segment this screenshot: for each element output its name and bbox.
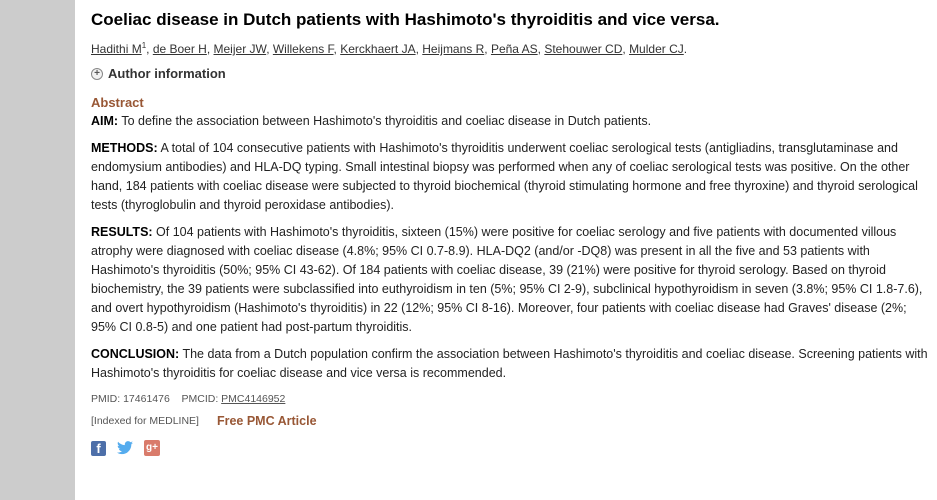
free-pmc-article-link[interactable]: Free PMC Article (216, 414, 317, 428)
article-title: Coeliac disease in Dutch patients with Hashimoto's thyroiditis and vice versa. (91, 10, 720, 29)
author-link[interactable]: Peña AS (490, 42, 538, 56)
results-label: RESULTS: (91, 225, 153, 239)
author-list: Hadithi $M^1$, de Boer H, Meijer JW, Willekens F, Kerckhaert JA, Heijmans R, Peña AS, Stehouwer CD, Mulder CJ. (91, 41, 688, 56)
abstract-heading: Abstract (91, 95, 144, 110)
abstract-results (91, 223, 933, 337)
left-sidebar (0, 0, 75, 500)
facebook-icon[interactable]: f (91, 441, 106, 456)
author-information-toggle[interactable] (91, 65, 933, 83)
plus-expand-icon[interactable]: + (91, 68, 103, 80)
author-information-label: Author information (108, 66, 226, 81)
pmcid-label: PMCID: (181, 393, 219, 405)
author-link[interactable]: Heijmans R (422, 42, 485, 56)
methods-label: METHODS: (91, 141, 158, 155)
twitter-icon[interactable] (117, 441, 133, 455)
author-link[interactable]: Mulder CJ (629, 42, 684, 56)
abstract-methods (91, 139, 933, 215)
abstract-conclusion (91, 345, 933, 383)
author-link[interactable]: Kerckhaert JA (340, 42, 416, 56)
author-link[interactable]: de Boer H (152, 42, 207, 56)
aim-text: To define the association between Hashimoto's thyroiditis and coeliac disease in Dutch patients. (118, 114, 652, 128)
author-link[interactable]: Stehouwer CD (544, 42, 623, 56)
aim-label: AIM: (91, 114, 119, 128)
author-link[interactable]: Hadithi M (91, 42, 142, 56)
pmid-value: 17461476 (123, 393, 170, 405)
author-link[interactable]: Meijer JW (213, 42, 267, 56)
abstract-content (91, 0, 933, 456)
conclusion-label: CONCLUSION: (91, 347, 180, 361)
indexing-row (91, 414, 933, 428)
methods-text: A total of 104 consecutive patients with Hashimoto's thyroiditis underwent coeliac serological tests (antigliadins, transglutaminase and endomysium antibodies) and HLA-DQ typing. Small intestinal biopsy was performed when any of coeliac serological tests was positive. On the other hand, 184 patients with coeliac disease were subjected to thyroid biochemical (thyroid stimulating hormone and free thyroxine) and thyroid serological tests (thyroglobulin and thyroid peroxidase antibodies). (91, 141, 918, 212)
google-plus-icon[interactable]: g+ (144, 440, 160, 456)
medline-indexed-label: [Indexed for MEDLINE] (91, 415, 199, 427)
conclusion-text: The data from a Dutch population confirm the association between Hashimoto's thyroiditis and coeliac disease. Screening patients with Hashimoto's thyroiditis for coeliac disease and vice versa is recommended. (91, 347, 928, 380)
author-link[interactable]: Willekens F (272, 42, 334, 56)
pmid-label: PMID: (91, 393, 121, 405)
results-text: Of 104 patients with Hashimoto's thyroiditis, sixteen (15%) were positive for coeliac serology and five patients with documented villous atrophy were diagnosed with coeliac disease (4.8%; 95% CI 0.7-8.9). HLA-DQ2 (and/or -DQ8) was present in all the five and 53 patients with Hashimoto's thyroiditis (50%; 95% CI 43-62). Of 184 patients with coeliac disease, 39 (21%) were positive for thyroid serology. Based on thyroid biochemistry, the 39 patients were subclassified into euthyroidism in ten (5%; 95% CI 2-9), subclinical hypothyroidism in seven (3.8%; 95% CI 1.8-7.6), and overt hypothyroidism (Hashimoto's thyroiditis) in 22 (12%; 95% CI 8-16). Moreover, four patients with coeliac disease had Graves' disease (2%; 95% CI 0.8-5) and one patient had post-partum thyroiditis. (91, 225, 923, 334)
social-share-bar (91, 440, 933, 456)
pmcid-link[interactable]: PMC4146952 (221, 393, 286, 405)
article-identifiers (91, 392, 933, 406)
author-affiliation-sup: 1 (141, 41, 147, 50)
abstract-aim (91, 112, 933, 131)
